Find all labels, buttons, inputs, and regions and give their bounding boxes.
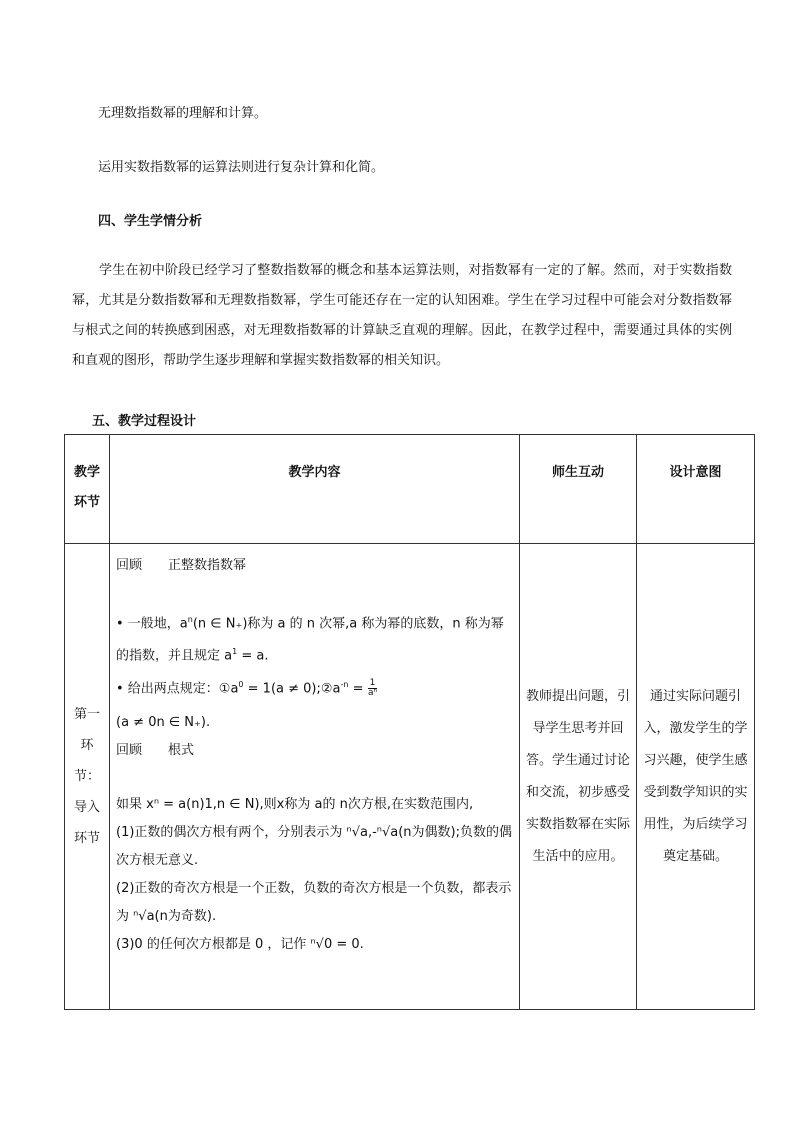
rules-condition: (a ≠ 0n ∈ N₊). [116,714,211,730]
section-4-title: 四、学生学情分析 [98,214,203,229]
header-content: 教学内容 [110,435,520,544]
intro-line-2: 运用实数指数幂的运算法则进行复杂计算和化简。 [98,160,385,175]
section-4-paragraph: 学生在初中阶段已经学习了整数指数幂的概念和基本运算法则，对指数幂有一定的了解。然而，对于实数指数幂，尤其是分数指数幂和无理数指数幂，学生可能还存在一定的认知困难。学生在学习过程中可能会对分数指数幂与根式之间的转换感到困惑，对无理数指数幂的计算缺乏直观的理解。因此，在教学过程中，需要通过具体的实例和直观的图形，帮助学生逐步理解和掌握实数指数幂的相关知识。 [72,263,732,368]
header-intent: 设计意图 [637,435,755,544]
radical-definition: 如果 xⁿ = a(n)1,n ∈ N),则x称为 a的 n次方根,在实数范围内, [116,796,474,812]
fraction: $\frac{1}{\text{aⁿ}}$ [367,677,378,698]
bullet-rules: • 给出两点规定：$①a^0 = 1(a$ ≠ $0);②a^{-n}$ = $\frac{1}{\text{aⁿ}}$ [116,677,378,698]
content-cell [110,544,520,1010]
intent-text: 通过实际问题引入，激发学生的学习兴趣，使学生感受到数学知识的实用性，为后续学习奠定基础。 [643,688,748,864]
interaction-cell [520,544,637,1010]
review-positive-integer-power: 回顾 正整数指数幂 [116,558,247,573]
segment-cell [65,544,110,1010]
lesson-table [64,434,755,1010]
review-radical: 回顾 根式 [116,742,195,758]
segment-label: 第一环节：导入环节 [73,706,100,846]
header-segment: 教学环节 [65,435,110,544]
radical-item-1: (1)正数的偶次方根有两个，分别表示为 ⁿ√a,-ⁿ√a(n为偶数);负数的偶次方根无意义. [116,824,512,868]
intent-cell [637,544,755,1010]
radical-item-2: (2)正数的奇次方根是一个正数，负数的奇次方根是一个负数，都表示为 ⁿ√a(n为奇数). [116,880,512,924]
table-header-row [65,435,755,544]
bullet-definition: • 一般地，$a^n(n$ ∈ N₊)称为 a 的 n 次幂,a 称为幂的底数，n 称为幂的指数，并且规定 $a^1 = a$. [116,615,504,664]
radical-item-3: (3)0 的任何次方根都是 0 ，记作 ⁿ√0 = 0. [116,936,364,952]
intro-line-1: 无理数指数幂的理解和计算。 [98,106,268,121]
table-row [65,544,755,1010]
interaction-text: 教师提出问题，引导学生思考并回答。学生通过讨论和交流，初步感受实数指数幂在实际生活中的应用。 [525,688,630,864]
section-5-title: 五、教学过程设计 [92,414,197,429]
header-interaction: 师生互动 [520,435,637,544]
